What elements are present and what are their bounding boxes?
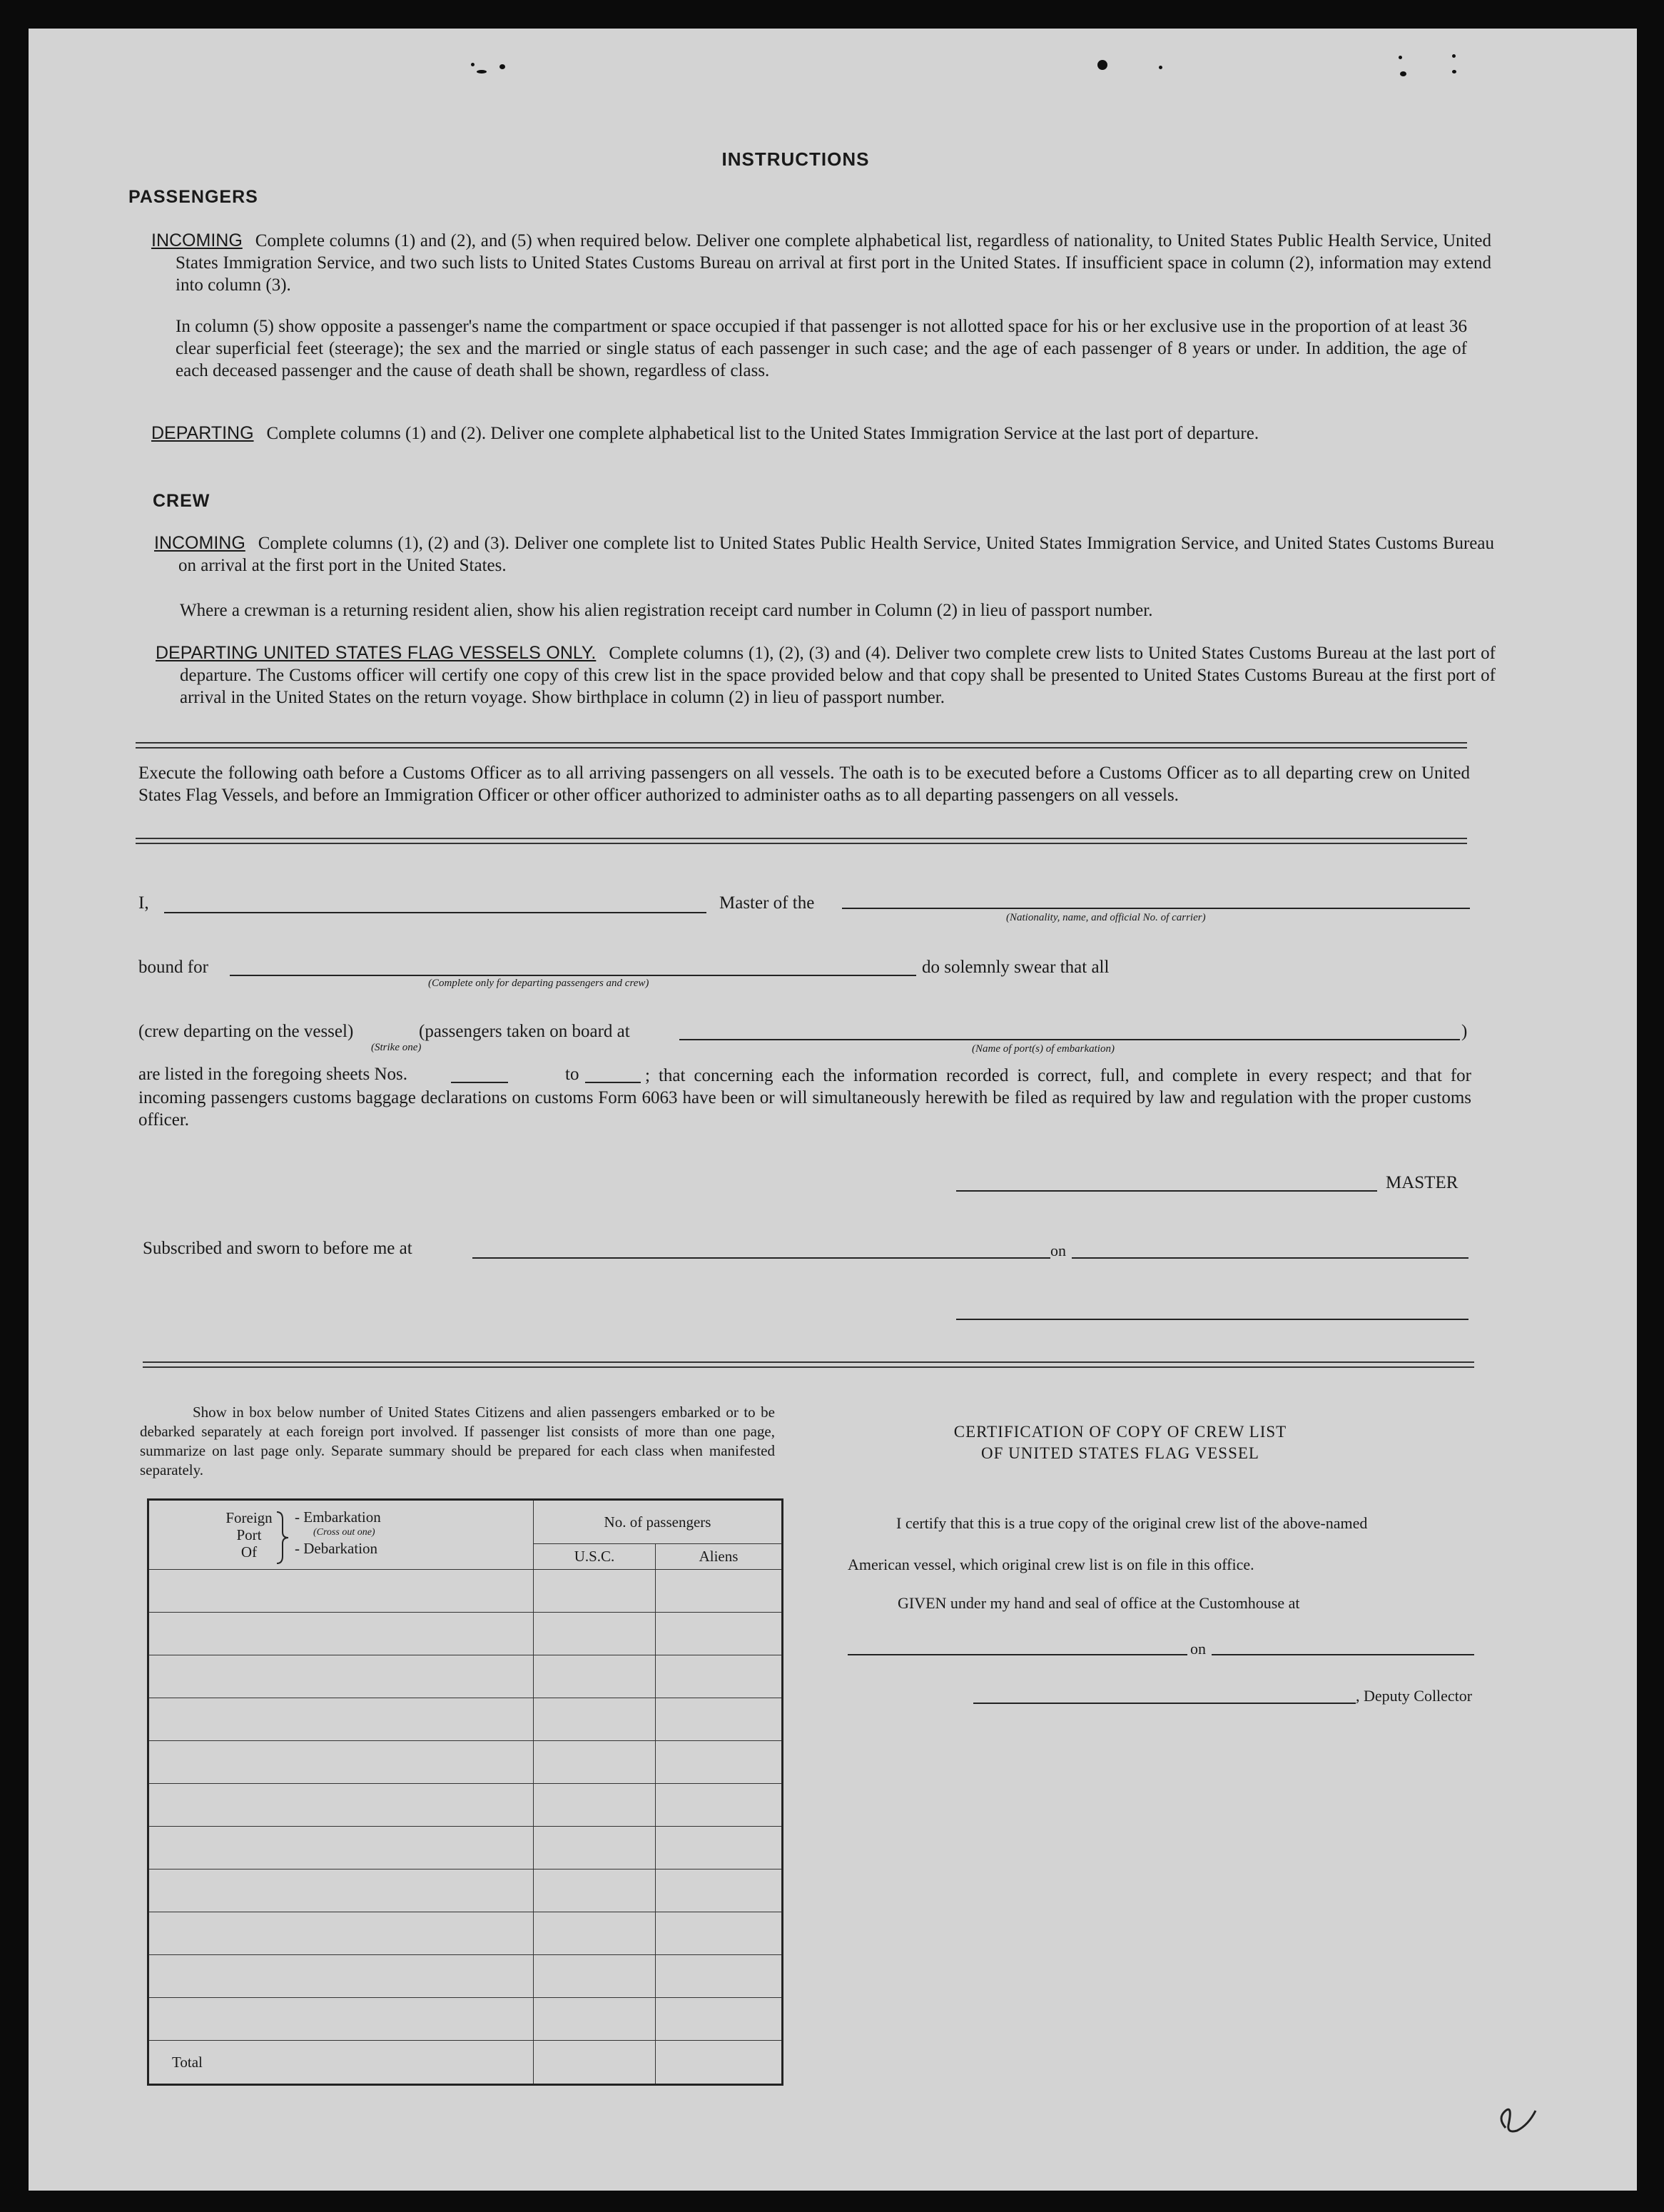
aliens-cell[interactable]	[656, 1698, 783, 1741]
total-usc-cell[interactable]	[534, 2041, 656, 2085]
speck	[1159, 66, 1162, 69]
table-row	[148, 1827, 783, 1869]
table-row	[148, 1912, 783, 1955]
certification-title-1: CERTIFICATION OF COPY OF CREW LIST	[953, 1423, 1287, 1441]
speck	[477, 70, 487, 73]
passengers-heading: PASSENGERS	[128, 187, 258, 207]
no-passengers-header: No. of passengers	[534, 1500, 783, 1544]
crew-departing-label: DEPARTING UNITED STATES FLAG VESSELS ONLY.	[156, 643, 597, 663]
crew-incoming-label: INCOMING	[154, 533, 245, 553]
deputy-signature-field[interactable]	[973, 1703, 1356, 1704]
total-aliens-cell[interactable]	[656, 2041, 783, 2085]
table-row	[148, 1613, 783, 1655]
certification-on: on	[1190, 1640, 1206, 1658]
aliens-cell[interactable]	[656, 1655, 783, 1698]
port-caption: (Name of port(s) of embarkation)	[972, 1043, 1115, 1055]
speck	[499, 64, 505, 69]
aliens-cell[interactable]	[656, 1741, 783, 1784]
aliens-header: Aliens	[656, 1544, 783, 1570]
carrier-caption: (Nationality, name, and official No. of carrier)	[1006, 912, 1206, 923]
passengers-departing	[151, 422, 1491, 445]
port-cell[interactable]	[148, 1998, 534, 2041]
usc-cell[interactable]	[534, 1784, 656, 1827]
embarkation-port-field[interactable]	[679, 1039, 1460, 1040]
usc-cell[interactable]	[534, 1998, 656, 2041]
speck	[1097, 60, 1107, 70]
listed-post: ; that concerning each the information recorded is correct, full, and complete in every respect; and that for incoming passengers customs baggage declarations on customs Form 6063 have been or will simultaneously herewith be filed as required by law and regulation with the proper customs officer.	[138, 1066, 1471, 1130]
on-label: on	[1050, 1242, 1066, 1259]
speck	[1452, 70, 1456, 73]
passengers-departing-text: Complete columns (1) and (2). Deliver one complete alphabetical list to the United States Immigration Service at the last port of departure.	[266, 424, 1259, 443]
port-label-2: Port	[236, 1526, 262, 1543]
speck	[1400, 71, 1406, 76]
table-row	[148, 1570, 783, 1613]
table-row	[148, 1869, 783, 1912]
port-cell[interactable]	[148, 1912, 534, 1955]
port-cell[interactable]	[148, 1613, 534, 1655]
speck	[471, 63, 475, 66]
port-label-1: Foreign	[225, 1509, 273, 1526]
usc-cell[interactable]	[534, 1570, 656, 1613]
bound-for-label: bound for	[138, 958, 208, 977]
total-label: Total	[148, 2041, 534, 2085]
port-cell[interactable]	[148, 1741, 534, 1784]
aliens-cell[interactable]	[656, 1570, 783, 1613]
embarkation-option[interactable]: - Embarkation	[295, 1508, 381, 1526]
usc-cell[interactable]	[534, 1912, 656, 1955]
port-cell[interactable]	[148, 1570, 534, 1613]
port-cell[interactable]	[148, 1655, 534, 1698]
certification-date-field[interactable]	[1212, 1654, 1474, 1655]
port-label-3: Of	[240, 1543, 258, 1561]
sworn-place-field[interactable]	[472, 1257, 1050, 1259]
divider	[143, 1361, 1474, 1368]
passengers-departing-label: DEPARTING	[151, 423, 254, 443]
swear-label: do solemnly swear that all	[922, 958, 1110, 977]
aliens-cell[interactable]	[656, 1827, 783, 1869]
close-paren: )	[1461, 1022, 1468, 1041]
page-title: INSTRUCTIONS	[721, 148, 870, 170]
bound-for-field[interactable]	[230, 975, 916, 976]
table-row	[148, 1955, 783, 1998]
table-row	[148, 1998, 783, 2041]
oath-intro: Execute the following oath before a Customs Officer as to all arriving passengers on all vessels. The oath is to be executed before a Customs Officer as to all departing crew on United States Flag Vessels, and before an Immigration Officer or other officer authorized to administer oaths as to all departing passengers on all vessels.	[138, 763, 1470, 805]
to-label: to	[565, 1065, 579, 1084]
aliens-cell[interactable]	[656, 1784, 783, 1827]
usc-cell[interactable]	[534, 1827, 656, 1869]
master-signature-field[interactable]	[956, 1190, 1377, 1192]
table-row	[148, 1698, 783, 1741]
port-cell[interactable]	[148, 1869, 534, 1912]
strike-one-caption: (Strike one)	[371, 1042, 422, 1053]
passengers-incoming	[151, 230, 1491, 296]
certification-line-3: GIVEN under my hand and seal of office at the Customhouse at	[898, 1594, 1300, 1612]
port-header-cell	[148, 1500, 534, 1570]
aliens-cell[interactable]	[656, 1869, 783, 1912]
strike-option-passengers: (passengers taken on board at	[419, 1022, 630, 1041]
carrier-field[interactable]	[842, 908, 1470, 909]
usc-cell[interactable]	[534, 1741, 656, 1784]
sworn-date-field[interactable]	[1072, 1257, 1468, 1259]
usc-cell[interactable]	[534, 1869, 656, 1912]
summary-note: Show in box below number of United States Citizens and alien passengers embarked or to be debarked separately at each foreign port involved. If passenger list consists of more than one page, summarize on last page only. Separate summary should be prepared for each class when manifested separately.	[140, 1404, 775, 1478]
speck	[1452, 54, 1456, 58]
master-of-the-label: Master of the	[719, 893, 815, 913]
aliens-cell[interactable]	[656, 1613, 783, 1655]
certification-line-1: I certify that this is a true copy of the original crew list of the above-named	[896, 1514, 1368, 1532]
crew-incoming-text: Complete columns (1), (2) and (3). Deliver one complete list to United States Public Health Service, United States Immigration Service, and United States Customs Bureau on arrival at the first port in the United States.	[178, 534, 1494, 575]
passenger-tally-table	[147, 1498, 783, 2086]
bound-caption: (Complete only for departing passengers and crew)	[428, 978, 649, 989]
speck	[1399, 56, 1402, 59]
resident-note: Where a crewman is a returning resident alien, show his alien registration receipt card number in Column (2) in lieu of passport number.	[180, 601, 1153, 620]
crew-heading: CREW	[153, 491, 210, 511]
port-cell[interactable]	[148, 1955, 534, 1998]
usc-header: U.S.C.	[534, 1544, 656, 1570]
strike-option-crew: (crew departing on the vessel)	[138, 1022, 354, 1041]
usc-cell[interactable]	[534, 1613, 656, 1655]
crew-departing-text: Complete columns (1), (2), (3) and (4). Deliver two complete crew lists to United States Customs Bureau at the last port of departure. The Customs officer will certify one copy of this crew list in the space provided below and that copy shall be presented to United States Customs Bureau at the first port of arrival in the United States on the return voyage. Show birthplace in column (2) in lieu of passport number.	[180, 644, 1496, 707]
column5-note: In column (5) show opposite a passenger's name the compartment or space occupied if that passenger is not allotted space for his or her exclusive use in the proportion of at least 36 clear superficial feet (steerage); the sex and the married or single status of each passenger in such case; and the age of each passenger of 8 years or under. In addition, the age of each deceased passenger and the cause of death shall be shown, regardless of class.	[176, 317, 1467, 380]
brace-icon	[275, 1511, 290, 1565]
form-page	[29, 29, 1637, 2191]
handwritten-mark-icon	[1496, 2096, 1546, 2139]
crew-incoming	[154, 532, 1494, 577]
officer-signature-field[interactable]	[956, 1319, 1468, 1320]
usc-cell[interactable]	[534, 1655, 656, 1698]
deputy-collector-label: , Deputy Collector	[1356, 1687, 1473, 1705]
debarkation-option[interactable]: - Debarkation	[295, 1540, 378, 1557]
crew-departing	[156, 642, 1496, 709]
listed-pre: are listed in the foregoing sheets Nos.	[138, 1065, 407, 1084]
cross-out-caption: (Cross out one)	[313, 1527, 375, 1538]
usc-cell[interactable]	[534, 1698, 656, 1741]
table-row	[148, 1784, 783, 1827]
aliens-cell[interactable]	[656, 1955, 783, 1998]
certification-title-2: OF UNITED STATES FLAG VESSEL	[981, 1444, 1259, 1462]
customhouse-field[interactable]	[848, 1654, 1187, 1655]
passengers-incoming-text: Complete columns (1) and (2), and (5) when required below. Deliver one complete alphabetical list, regardless of nationality, to United States Public Health Service, United States Immigration Service, and two such lists to United States Customs Bureau on arrival at first port in the United States. If insufficient space in column (2), information may extend into column (3).	[176, 231, 1491, 295]
passengers-incoming-label: INCOMING	[151, 230, 243, 250]
certification-line-2: American vessel, which original crew list is on file in this office.	[848, 1556, 1254, 1573]
subscribed-label: Subscribed and sworn to before me at	[143, 1239, 412, 1258]
usc-cell[interactable]	[534, 1955, 656, 1998]
aliens-cell[interactable]	[656, 1998, 783, 2041]
port-cell[interactable]	[148, 1827, 534, 1869]
aliens-cell[interactable]	[656, 1912, 783, 1955]
oath-i: I,	[138, 893, 149, 913]
port-cell[interactable]	[148, 1698, 534, 1741]
divider	[136, 742, 1467, 749]
port-cell[interactable]	[148, 1784, 534, 1827]
table-row	[148, 1655, 783, 1698]
table-row	[148, 1741, 783, 1784]
master-name-field[interactable]	[164, 912, 706, 913]
master-label: MASTER	[1386, 1173, 1458, 1192]
divider	[136, 838, 1467, 844]
